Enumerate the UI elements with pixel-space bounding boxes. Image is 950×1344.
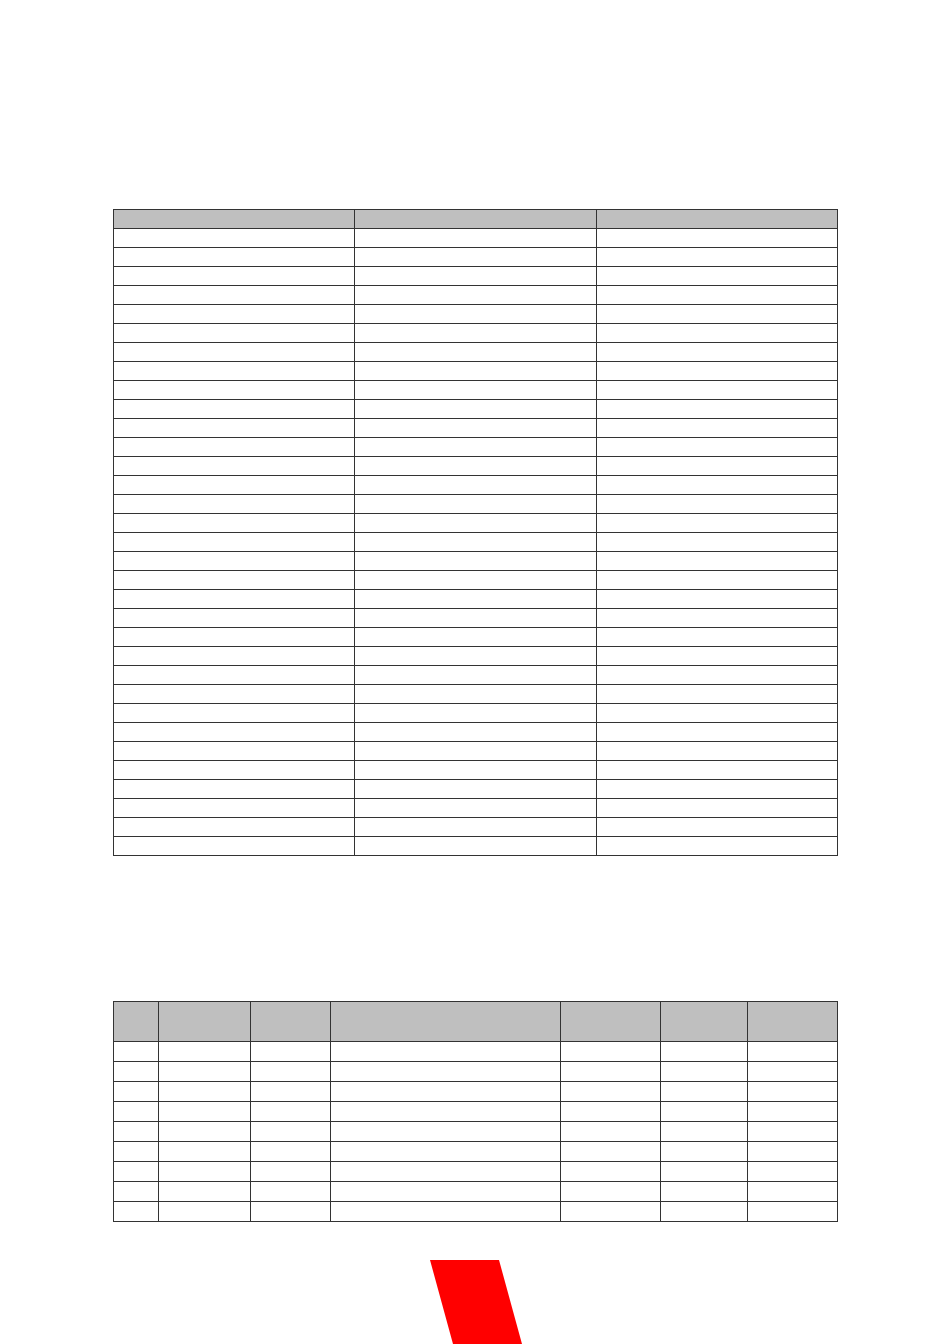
lower-table-cell [561, 1162, 661, 1182]
upper-table-cell [597, 457, 838, 476]
upper-table-row [114, 780, 838, 799]
upper-table-cell [114, 552, 355, 571]
upper-table-cell [355, 495, 597, 514]
upper-table-cell [597, 552, 838, 571]
upper-table-cell [355, 419, 597, 438]
upper-table-row [114, 704, 838, 723]
lower-table-cell [114, 1082, 159, 1102]
lower-table-cell [331, 1182, 561, 1202]
upper-table-row [114, 495, 838, 514]
upper-table-cell [114, 837, 355, 856]
upper-table-cell [597, 229, 838, 248]
upper-table-cell [355, 837, 597, 856]
upper-table-header-cell [597, 210, 838, 229]
upper-table-cell [355, 343, 597, 362]
upper-table-cell [597, 647, 838, 666]
upper-table-cell [114, 495, 355, 514]
upper-table-row [114, 248, 838, 267]
upper-table-cell [355, 533, 597, 552]
upper-table-cell [114, 438, 355, 457]
upper-table-row [114, 267, 838, 286]
logo-mark [428, 1259, 524, 1344]
lower-table-cell [159, 1202, 251, 1222]
lower-table-cell [331, 1102, 561, 1122]
lower-table-row [114, 1082, 838, 1102]
upper-table-cell [114, 704, 355, 723]
lower-table-row [114, 1182, 838, 1202]
upper-table-cell [114, 742, 355, 761]
lower-table-cell [748, 1162, 838, 1182]
lower-table-cell [661, 1082, 748, 1102]
upper-table-header-cell [355, 210, 597, 229]
lower-table-cell [159, 1182, 251, 1202]
lower-table-cell [661, 1042, 748, 1062]
upper-table-cell [355, 780, 597, 799]
lower-table-cell [251, 1122, 331, 1142]
upper-table-cell [114, 381, 355, 400]
upper-table-cell [597, 438, 838, 457]
upper-table-row [114, 229, 838, 248]
upper-table-cell [597, 267, 838, 286]
upper-table-row [114, 533, 838, 552]
upper-table-row [114, 514, 838, 533]
lower-table [113, 1001, 838, 1222]
upper-table-cell [355, 590, 597, 609]
upper-table-row [114, 799, 838, 818]
lower-table-cell [331, 1082, 561, 1102]
lower-table-cell [748, 1102, 838, 1122]
upper-table-cell [597, 723, 838, 742]
lower-table-cell [159, 1082, 251, 1102]
upper-table-cell [597, 514, 838, 533]
upper-table-cell [355, 799, 597, 818]
lower-table-cell [661, 1062, 748, 1082]
logo-red-parallelogram [430, 1260, 522, 1344]
lower-table-header-cell [331, 1002, 561, 1042]
upper-table-cell [355, 742, 597, 761]
lower-table-header [114, 1002, 838, 1042]
upper-table-cell [597, 324, 838, 343]
lower-table-cell [251, 1082, 331, 1102]
lower-table-cell [114, 1102, 159, 1122]
lower-table-header-cell [561, 1002, 661, 1042]
lower-table-cell [251, 1142, 331, 1162]
upper-table-cell [597, 590, 838, 609]
upper-table-cell [597, 571, 838, 590]
upper-table-cell [597, 362, 838, 381]
upper-table-cell [114, 685, 355, 704]
upper-table-cell [114, 476, 355, 495]
upper-table-row [114, 381, 838, 400]
upper-table-cell [114, 457, 355, 476]
lower-table-row [114, 1162, 838, 1182]
upper-table-cell [355, 609, 597, 628]
upper-table-cell [114, 286, 355, 305]
lower-table-cell [561, 1202, 661, 1222]
lower-table-cell [661, 1122, 748, 1142]
upper-table-cell [114, 761, 355, 780]
lower-table-cell [159, 1162, 251, 1182]
lower-table-header-cell [661, 1002, 748, 1042]
upper-table-row [114, 552, 838, 571]
upper-table-cell [597, 609, 838, 628]
upper-table-cell [355, 552, 597, 571]
upper-table-row [114, 723, 838, 742]
lower-table-cell [561, 1182, 661, 1202]
lower-table-cell [159, 1062, 251, 1082]
upper-table-row [114, 419, 838, 438]
upper-table-cell [597, 419, 838, 438]
upper-table [113, 209, 838, 856]
upper-table-cell [597, 704, 838, 723]
lower-table-cell [331, 1142, 561, 1162]
lower-table-cell [159, 1122, 251, 1142]
upper-table-cell [355, 571, 597, 590]
upper-table-cell [114, 229, 355, 248]
upper-table-cell [597, 837, 838, 856]
lower-table-cell [561, 1062, 661, 1082]
upper-table-cell [114, 362, 355, 381]
lower-table-cell [661, 1142, 748, 1162]
upper-table-row [114, 343, 838, 362]
lower-table-cell [331, 1162, 561, 1182]
upper-table-cell [355, 514, 597, 533]
lower-table-cell [661, 1202, 748, 1222]
upper-table-cell [114, 400, 355, 419]
upper-table-row [114, 286, 838, 305]
upper-table-header-cell [114, 210, 355, 229]
upper-table-row [114, 837, 838, 856]
lower-table-cell [748, 1202, 838, 1222]
upper-table-header [114, 210, 838, 229]
upper-table-row [114, 742, 838, 761]
upper-table-cell [114, 799, 355, 818]
lower-table-cell [251, 1102, 331, 1122]
lower-table-cell [114, 1122, 159, 1142]
upper-table-row [114, 457, 838, 476]
upper-table-row [114, 476, 838, 495]
upper-table-row [114, 400, 838, 419]
upper-table-body [114, 229, 838, 856]
upper-table-cell [355, 362, 597, 381]
upper-table-cell [355, 723, 597, 742]
upper-table-cell [597, 533, 838, 552]
upper-table-cell [355, 381, 597, 400]
upper-table-cell [355, 685, 597, 704]
upper-table-row [114, 647, 838, 666]
upper-table-row [114, 438, 838, 457]
upper-table-cell [597, 400, 838, 419]
upper-table-cell [355, 229, 597, 248]
upper-table-cell [114, 666, 355, 685]
upper-table-cell [114, 590, 355, 609]
lower-table-cell [748, 1082, 838, 1102]
lower-table-cell [561, 1082, 661, 1102]
lower-table-cell [561, 1102, 661, 1122]
lower-table-cell [661, 1162, 748, 1182]
upper-table-cell [355, 324, 597, 343]
lower-table-cell [661, 1182, 748, 1202]
upper-table-cell [114, 343, 355, 362]
lower-table-cell [331, 1062, 561, 1082]
upper-table-cell [355, 704, 597, 723]
lower-table-cell [114, 1182, 159, 1202]
upper-table-cell [597, 666, 838, 685]
lower-table-row [114, 1142, 838, 1162]
upper-table-cell [597, 761, 838, 780]
upper-table-cell [355, 438, 597, 457]
upper-table-cell [355, 248, 597, 267]
lower-table-cell [251, 1062, 331, 1082]
lower-table-cell [114, 1162, 159, 1182]
lower-table-cell [159, 1102, 251, 1122]
upper-table-row [114, 761, 838, 780]
upper-table-row [114, 305, 838, 324]
upper-table-cell [597, 381, 838, 400]
lower-table-cell [114, 1062, 159, 1082]
upper-table-row [114, 362, 838, 381]
lower-table-row [114, 1062, 838, 1082]
lower-table-cell [114, 1142, 159, 1162]
upper-table-row [114, 571, 838, 590]
upper-table-cell [355, 476, 597, 495]
lower-table-cell [561, 1042, 661, 1062]
upper-table-cell [114, 514, 355, 533]
upper-table-cell [355, 818, 597, 837]
upper-table-row [114, 324, 838, 343]
upper-table-header-row [114, 210, 838, 229]
lower-table-row [114, 1102, 838, 1122]
lower-table-cell [114, 1042, 159, 1062]
upper-table-row [114, 590, 838, 609]
upper-table-cell [597, 495, 838, 514]
lower-table-cell [251, 1182, 331, 1202]
upper-table-cell [114, 818, 355, 837]
lower-table-cell [748, 1042, 838, 1062]
lower-table-cell [114, 1202, 159, 1222]
lower-table-cell [561, 1122, 661, 1142]
upper-table-cell [597, 628, 838, 647]
lower-table-header-row [114, 1002, 838, 1042]
lower-table-cell [331, 1122, 561, 1142]
upper-table-row [114, 818, 838, 837]
lower-table-cell [331, 1042, 561, 1062]
upper-table-cell [597, 742, 838, 761]
upper-table-cell [114, 571, 355, 590]
lower-table-cell [159, 1042, 251, 1062]
lower-table-header-cell [114, 1002, 159, 1042]
lower-table-row [114, 1042, 838, 1062]
lower-table-cell [159, 1142, 251, 1162]
upper-table-row [114, 628, 838, 647]
upper-table-cell [597, 343, 838, 362]
upper-table-cell [114, 628, 355, 647]
upper-table-cell [355, 305, 597, 324]
upper-table-row [114, 609, 838, 628]
upper-table-cell [114, 780, 355, 799]
upper-table-row [114, 685, 838, 704]
upper-table-cell [597, 248, 838, 267]
upper-table-cell [597, 305, 838, 324]
upper-table-cell [355, 267, 597, 286]
upper-table-cell [597, 818, 838, 837]
upper-table-cell [114, 609, 355, 628]
lower-table-row [114, 1202, 838, 1222]
upper-table-cell [114, 248, 355, 267]
upper-table-cell [597, 799, 838, 818]
lower-table-cell [748, 1182, 838, 1202]
lower-table-cell [748, 1142, 838, 1162]
lower-table-cell [661, 1102, 748, 1122]
upper-table-cell [355, 647, 597, 666]
upper-table-cell [355, 286, 597, 305]
lower-table-row [114, 1122, 838, 1142]
upper-table-cell [114, 533, 355, 552]
lower-table-cell [251, 1202, 331, 1222]
upper-table-cell [597, 476, 838, 495]
lower-table-cell [748, 1062, 838, 1082]
upper-table-cell [355, 666, 597, 685]
upper-table-cell [597, 286, 838, 305]
upper-table-cell [114, 723, 355, 742]
upper-table-cell [355, 457, 597, 476]
lower-table-header-cell [159, 1002, 251, 1042]
upper-table-cell [114, 305, 355, 324]
upper-table-cell [114, 267, 355, 286]
lower-table-cell [331, 1202, 561, 1222]
lower-table-header-cell [251, 1002, 331, 1042]
upper-table-cell [597, 685, 838, 704]
upper-table-cell [114, 647, 355, 666]
upper-table-cell [114, 324, 355, 343]
lower-table-cell [561, 1142, 661, 1162]
upper-table-cell [355, 400, 597, 419]
lower-table-cell [251, 1042, 331, 1062]
lower-table-cell [251, 1162, 331, 1182]
upper-table-row [114, 666, 838, 685]
lower-table-body [114, 1042, 838, 1222]
upper-table-cell [114, 419, 355, 438]
lower-table-header-cell [748, 1002, 838, 1042]
upper-table-cell [597, 780, 838, 799]
lower-table-cell [748, 1122, 838, 1142]
upper-table-cell [355, 761, 597, 780]
upper-table-cell [355, 628, 597, 647]
